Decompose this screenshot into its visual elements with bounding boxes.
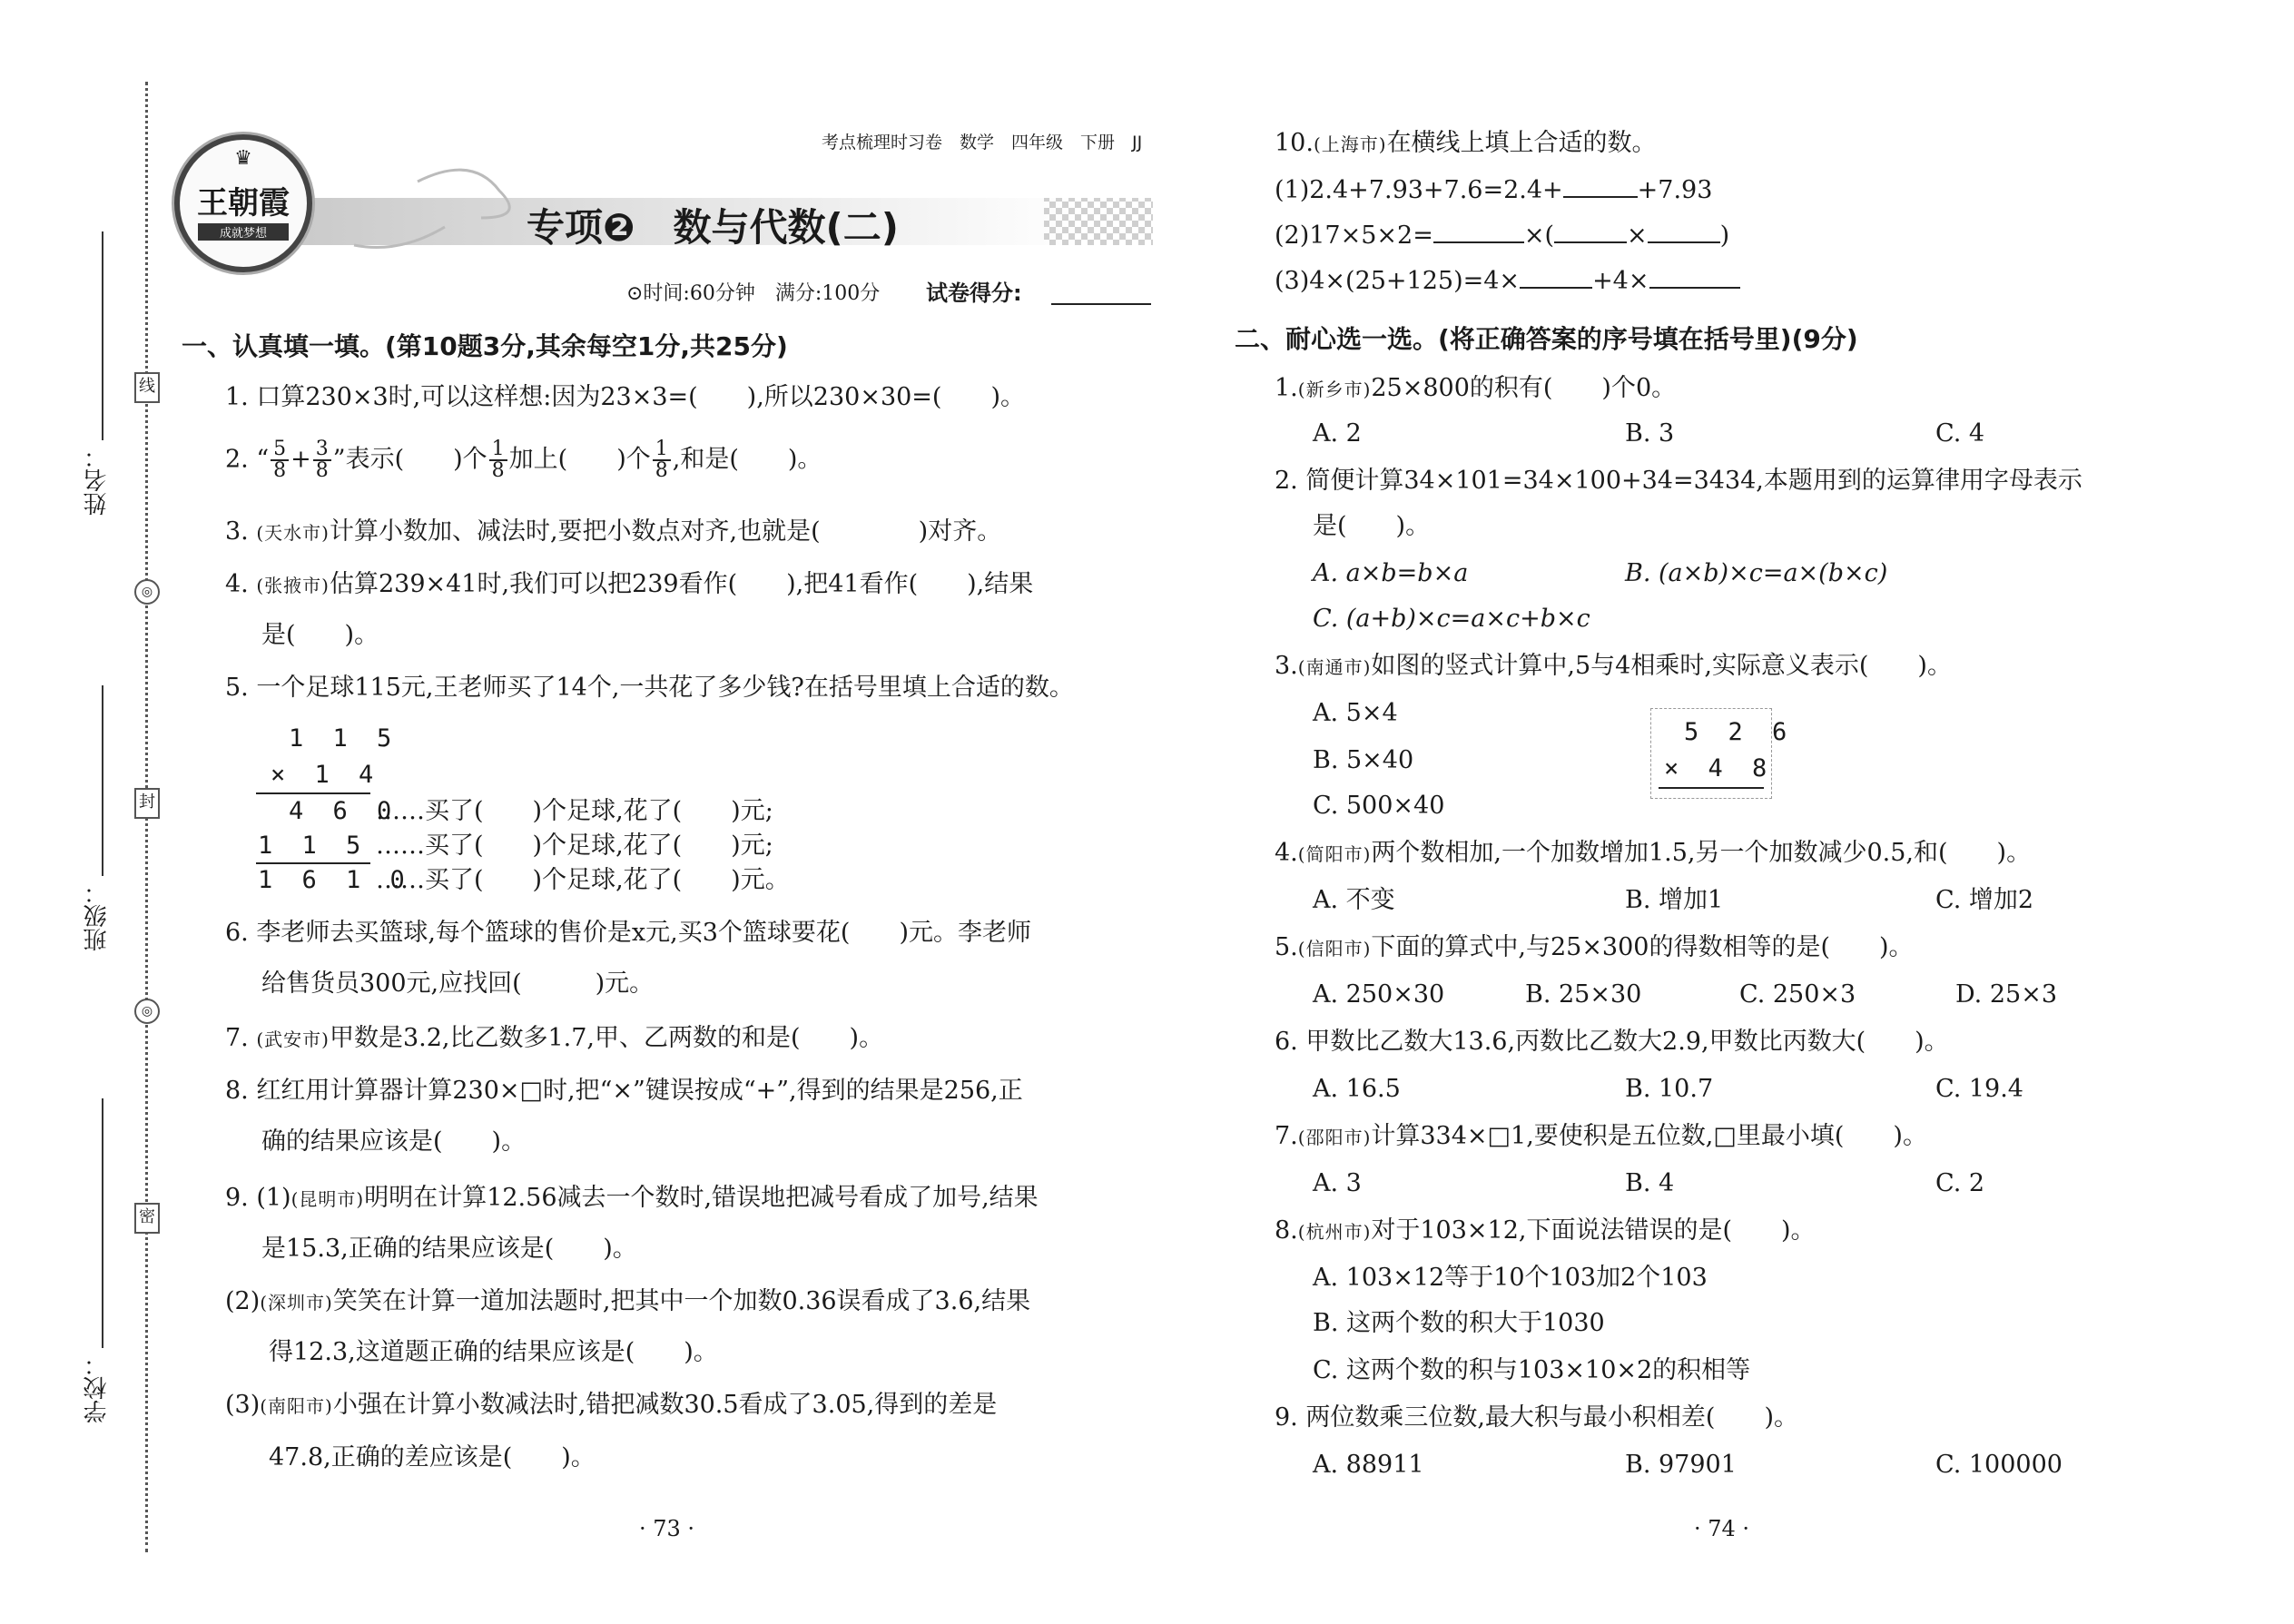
binding-mark-seal: 封 — [134, 788, 160, 819]
q5-blank-a: ……买了( )个足球,花了( )元; — [376, 797, 773, 825]
choice-2: 2. 简便计算34×101=34×100+34=3434,本题用到的运算律用字母表示 — [1275, 467, 2082, 495]
question-10-2: (2)17×5×2= ×( × ) — [1275, 218, 1729, 252]
choice-4: 4.(简阳市)两个数相加,一个加数增加1.5,另一个加数减少0.5,和( )。 — [1275, 839, 2032, 867]
time-score-info: ⊙时间:60分钟 满分:100分 — [626, 282, 881, 305]
fraction: $\frac{5}{8}$ — [271, 439, 289, 481]
choice-8-a: A. 103×12等于10个103加2个103 — [1313, 1264, 1708, 1292]
choice-5-d: D. 25×3 — [1955, 980, 2058, 1009]
question-4: 4. (张掖市)估算239×41时,我们可以把239看作( ),把41看作( ),结果 — [225, 570, 1034, 598]
question-4-cont: 是( )。 — [261, 621, 379, 649]
question-9-1-cont: 是15.3,正确的结果应该是( )。 — [261, 1235, 637, 1263]
fraction: $\frac{1}{8}$ — [489, 439, 507, 481]
question-6: 6. 李老师去买篮球,每个篮球的售价是x元,买3个篮球要花( )元。李老师 — [225, 919, 1031, 947]
question-9-2-cont: 得12.3,这道题正确的结果应该是( )。 — [269, 1338, 718, 1366]
choice-6: 6. 甲数比乙数大13.6,丙数比乙数大2.9,甲数比丙数大( )。 — [1275, 1028, 1949, 1056]
c3-vertical-row1: 5 2 6 — [1684, 718, 1795, 746]
question-9-2: (2)(深圳市)笑笑在计算一道加法题时,把其中一个加数0.36误看成了3.6,结果 — [225, 1287, 1031, 1315]
brand-logo — [174, 134, 312, 272]
q5-vertical-row1: 1 1 5 — [289, 724, 399, 753]
answer-blank[interactable] — [1563, 172, 1638, 198]
school-field[interactable] — [102, 1098, 103, 1348]
question-10-1: (1)2.4+7.93+7.6=2.4+ +7.93 — [1275, 172, 1712, 207]
question-9-3-cont: 47.8,正确的差应该是( )。 — [269, 1443, 596, 1471]
choice-7-b: B. 4 — [1625, 1169, 1675, 1197]
logo-subtitle: 成就梦想 — [198, 223, 289, 241]
question-10-3: (3)4×(25+125)=4× +4× — [1275, 263, 1740, 298]
choice-5: 5.(信阳市)下面的算式中,与25×300的得数相等的是( )。 — [1275, 933, 1914, 961]
binding-mark-line: 线 — [134, 372, 160, 403]
choice-9-c: C. 100000 — [1935, 1451, 2063, 1479]
question-8: 8. 红红用计算器计算230×□时,把“×”键误按成“+”,得到的结果是256,正 — [225, 1077, 1023, 1105]
choice-3: 3.(南通市)如图的竖式计算中,5与4相乘时,实际意义表示( )。 — [1275, 652, 1952, 680]
choice-8: 8.(杭州市)对于103×12,下面说法错误的是( )。 — [1275, 1216, 1816, 1245]
choice-8-c: C. 这两个数的积与103×10×2的积相等 — [1313, 1356, 1751, 1384]
question-3: 3. (天水市)计算小数加、减法时,要把小数点对齐,也就是( )对齐。 — [225, 517, 1002, 546]
choice-5-c: C. 250×3 — [1739, 980, 1856, 1009]
choice-1-c: C. 4 — [1935, 419, 1985, 448]
score-label: 试卷得分: — [926, 281, 1022, 306]
choice-2-a: A. a×b=b×a — [1313, 559, 1469, 587]
answer-blank[interactable] — [1649, 263, 1740, 289]
choice-2-b: B. (a×b)×c=a×(b×c) — [1625, 559, 1888, 587]
choice-5-a: A. 250×30 — [1313, 980, 1445, 1009]
logo-text: 王朝霞 — [197, 185, 290, 221]
binding-hole: ◎ — [134, 999, 160, 1024]
choice-3-c: C. 500×40 — [1313, 792, 1445, 820]
choice-6-c: C. 19.4 — [1935, 1075, 2023, 1103]
page-title: 专项❷ 数与代数(二) — [527, 205, 899, 250]
fraction: $\frac{1}{8}$ — [653, 439, 671, 481]
crown-icon: ♛ — [234, 147, 252, 170]
choice-2-c: C. (a+b)×c=a×c+b×c — [1313, 605, 1590, 633]
page-number-left: · 73 · — [639, 1516, 695, 1541]
vertical-calc-box — [1650, 708, 1795, 799]
q5-blank-b: ……买了( )个足球,花了( )元; — [376, 832, 773, 860]
binding-mark-close: 密 — [134, 1203, 160, 1234]
choice-8-b: B. 这两个数的积大于1030 — [1313, 1309, 1605, 1337]
question-6-cont: 给售货员300元,应找回( )元。 — [261, 969, 655, 998]
answer-blank[interactable] — [1520, 263, 1592, 289]
name-label: 姓名： — [84, 445, 111, 516]
score-field[interactable] — [1051, 303, 1151, 305]
q5-blank-c: ……买了( )个足球,花了( )元。 — [376, 866, 790, 894]
choice-4-a: A. 不变 — [1313, 886, 1395, 914]
choice-3-a: A. 5×4 — [1313, 699, 1398, 727]
q5-vertical-row2: × 1 4 — [271, 761, 381, 789]
choice-6-b: B. 10.7 — [1625, 1075, 1714, 1103]
binding-hole: ◎ — [134, 579, 160, 605]
fraction: $\frac{3}{8}$ — [313, 439, 331, 481]
choice-4-c: C. 增加2 — [1935, 886, 2034, 914]
answer-blank[interactable] — [1433, 218, 1524, 243]
choice-1-a: A. 2 — [1313, 419, 1362, 448]
name-field[interactable] — [102, 231, 103, 440]
divider — [256, 792, 370, 794]
choice-9-b: B. 97901 — [1625, 1451, 1737, 1479]
choice-5-b: B. 25×30 — [1525, 980, 1642, 1009]
choice-9-a: A. 88911 — [1313, 1451, 1424, 1479]
class-label: 班级： — [84, 881, 111, 951]
answer-blank[interactable] — [1648, 218, 1720, 243]
question-7: 7. (武安市)甲数是3.2,比乙数多1.7,甲、乙两数的和是( )。 — [225, 1024, 884, 1052]
c3-vertical-row2: × 4 8 — [1664, 754, 1775, 782]
divider — [1659, 787, 1764, 789]
choice-2-cont: 是( )。 — [1313, 512, 1431, 540]
choice-1: 1.(新乡市)25×800的积有( )个0。 — [1275, 374, 1677, 402]
choice-3-b: B. 5×40 — [1313, 746, 1414, 774]
question-9-3: (3)(南阳市)小强在计算小数减法时,错把减数30.5看成了3.05,得到的差是 — [225, 1391, 998, 1419]
choice-1-b: B. 3 — [1625, 419, 1675, 448]
question-10: 10.(上海市)在横线上填上合适的数。 — [1275, 129, 1657, 157]
q5-vertical-row5: 1 6 1 0 — [258, 866, 412, 894]
choice-4-b: B. 增加1 — [1625, 886, 1724, 914]
series-info: 考点梳理时习卷 数学 四年级 下册 JJ — [822, 133, 1143, 153]
question-1: 1. 口算230×3时,可以这样想:因为23×3=( ),所以230×30=( )。 — [225, 383, 1025, 411]
choice-9: 9. 两位数乘三位数,最大积与最小积相差( )。 — [1275, 1403, 1798, 1432]
section2-heading: 二、耐心选一选。(将正确答案的序号填在括号里)(9分) — [1235, 324, 1858, 354]
question-5: 5. 一个足球115元,王老师买了14个,一共花了多少钱?在括号里填上合适的数。 — [225, 674, 1074, 702]
question-9-1: 9. (1)(昆明市)明明在计算12.56减去一个数时,错误地把减号看成了加号,结果 — [225, 1184, 1039, 1212]
section1-heading: 一、认真填一填。(第10题3分,其余每空1分,共25分) — [182, 331, 788, 361]
class-field[interactable] — [102, 685, 103, 876]
question-8-cont: 确的结果应该是( )。 — [261, 1127, 527, 1156]
question-2: 2. “ $\frac{5}{8}$ + $\frac{3}{8}$ ”表示( )个 $\frac{1}{8}$ 加上( )个 $\frac{1}{8}$ ,和是( )。 — [225, 438, 822, 482]
answer-blank[interactable] — [1554, 218, 1627, 243]
choice-6-a: A. 16.5 — [1313, 1075, 1401, 1103]
choice-7: 7.(邵阳市)计算334×□1,要使积是五位数,□里最小填( )。 — [1275, 1122, 1927, 1150]
q5-vertical-row3: 4 6 0 — [289, 797, 399, 825]
page-number-right: · 74 · — [1694, 1516, 1750, 1541]
school-label: 学校： — [84, 1353, 111, 1423]
choice-7-c: C. 2 — [1935, 1169, 1985, 1197]
q5-vertical-row4: 1 1 5 — [258, 832, 369, 860]
choice-7-a: A. 3 — [1313, 1169, 1362, 1197]
